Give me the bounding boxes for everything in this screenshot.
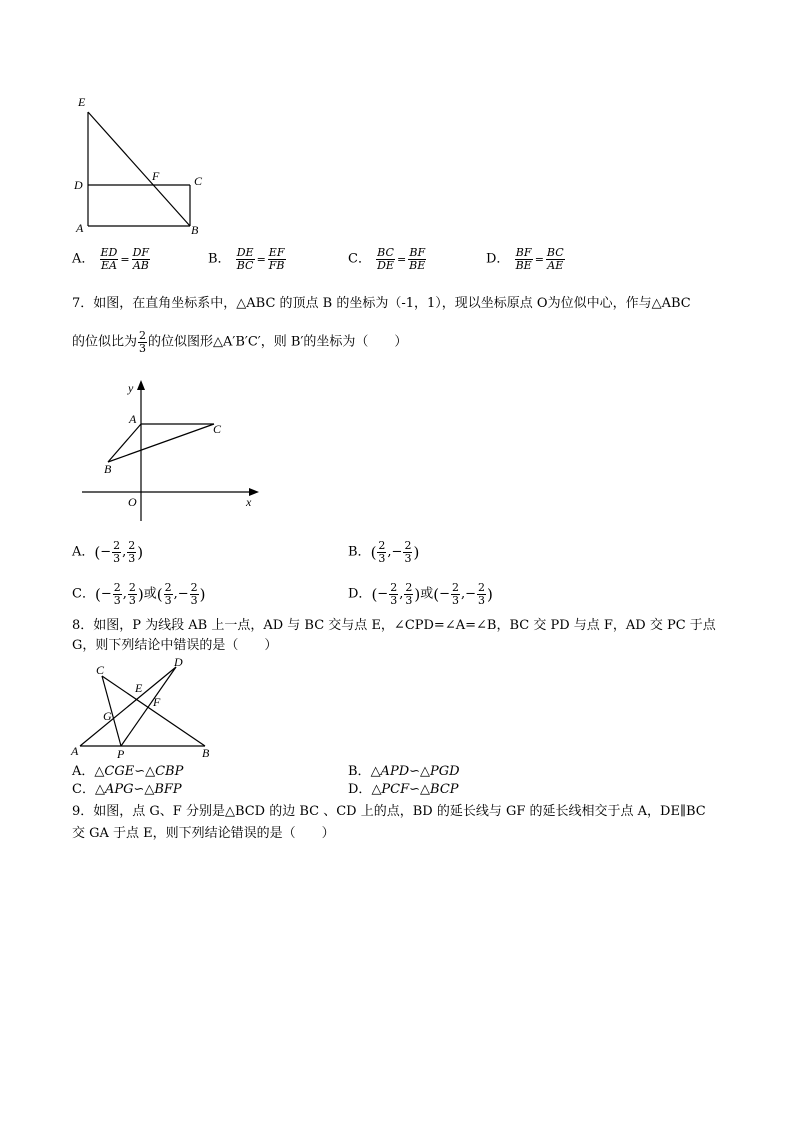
segment-AD: [80, 667, 176, 746]
label-F: F: [153, 695, 161, 709]
q7-stem-line1: 7．如图，在直角坐标系中，△ABC 的顶点 B 的坐标为（-1，1），现以坐标原点 O为位似中心，作与△ABC: [72, 296, 691, 311]
segment-PD: [121, 667, 176, 746]
label-A: A: [76, 221, 84, 235]
label-B: B: [104, 462, 112, 476]
q7-option-b[interactable]: B．( $\frac{2}{3}$ ,− $\frac{2}{3}$ ): [348, 539, 420, 565]
q6-option-b[interactable]: B． $\frac{DE}{BC}$ = $\frac{EF}{FB}$: [208, 246, 285, 272]
label-D: D: [174, 655, 183, 669]
q8-stem-line1: 8．如图，P 为线段 AB 上一点，AD 与 BC 交与点 E，∠CPD=∠A=∠B，BC 交 PD 与点 F，AD 交 PC 于点: [72, 618, 716, 633]
q6-option-a[interactable]: A． $\frac{ED}{EA}$ = $\frac{DF}{AB}$: [72, 246, 150, 272]
label-y: y: [128, 381, 134, 395]
q9-stem-line1: 9．如图，点 G、F 分别是△BCD 的边 BC 、CD 上的点，BD 的延长线与 GF 的延长线相交于点 A，DE∥BC: [72, 804, 706, 819]
label-F: F: [152, 169, 160, 183]
label-A: A: [129, 412, 137, 426]
label-x: x: [246, 495, 252, 509]
q8-stem-line2: G，则下列结论中错误的是（ ）: [72, 638, 278, 653]
q6-option-d[interactable]: D． $\frac{BF}{BE}$ = $\frac{BC}{AE}$: [486, 246, 564, 272]
q7-stem-line2: 的位似比为 $\frac{2}{3}$ 的位似图形△A′B′C′，则 B′的坐标为（ ）: [72, 329, 408, 355]
q7-option-d[interactable]: D．(− $\frac{2}{3}$ , $\frac{2}{3}$ )或(− $\frac{2}{3}$ ,− $\frac{2}{3}$ ): [348, 581, 493, 607]
segment-BC: [102, 676, 205, 746]
q8-option-a[interactable]: A．△CGE∽△CBP: [72, 764, 184, 779]
label-B: B: [191, 223, 199, 237]
label-B: B: [202, 746, 210, 760]
q9-stem-line2: 交 GA 于点 E，则下列结论错误的是（ ）: [72, 826, 335, 841]
label-E: E: [135, 681, 143, 695]
q7-option-a[interactable]: A．(− $\frac{2}{3}$ , $\frac{2}{3}$ ): [72, 539, 144, 565]
label-A: A: [71, 744, 79, 758]
label-C: C: [194, 174, 203, 188]
label-O: O: [128, 495, 137, 509]
label-D: D: [74, 178, 83, 192]
q6-option-c[interactable]: C． $\frac{BC}{DE}$ = $\frac{BF}{BE}$: [348, 246, 426, 272]
label-E: E: [78, 95, 86, 109]
q8-option-d[interactable]: D．△PCF∽△BCP: [348, 782, 459, 797]
label-P: P: [117, 747, 125, 761]
label-G: G: [103, 709, 112, 723]
label-C: C: [213, 422, 222, 436]
q8-option-b[interactable]: B．△APD∽△PGD: [348, 764, 460, 779]
label-C: C: [96, 663, 105, 677]
q8-option-c[interactable]: C．△APG∽△BFP: [72, 782, 182, 797]
q7-option-c[interactable]: C．(− $\frac{2}{3}$ , $\frac{2}{3}$ )或( $\frac{2}{3}$ ,− $\frac{2}{3}$ ): [72, 581, 206, 607]
